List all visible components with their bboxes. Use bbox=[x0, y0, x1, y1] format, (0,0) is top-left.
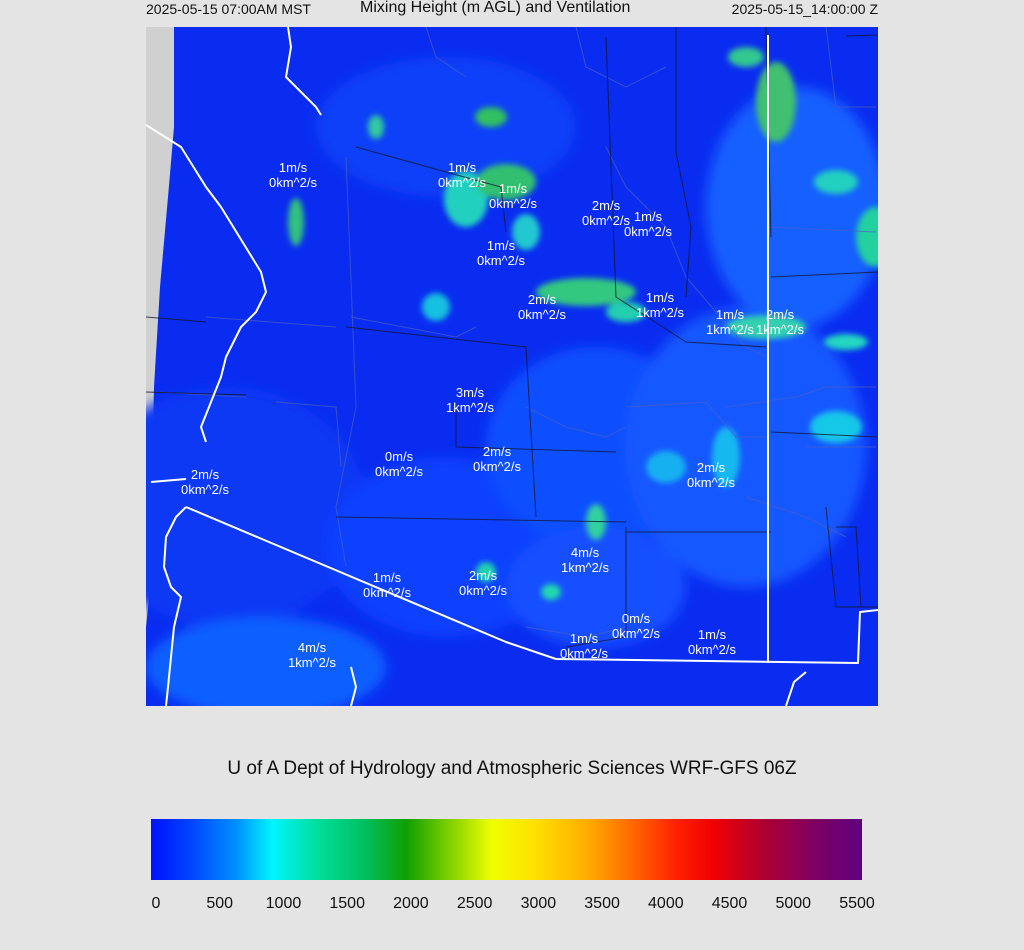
color-scale-tick-label: 2500 bbox=[456, 895, 493, 912]
station-wind-label: 4m/s bbox=[570, 545, 600, 560]
station-wind-label: 2m/s bbox=[765, 307, 795, 322]
station-ventilation-label: 0km^2/s bbox=[517, 307, 567, 322]
station-ventilation-label: 0km^2/s bbox=[488, 196, 538, 211]
station-wind-label: 1m/s bbox=[372, 570, 402, 585]
station-wind-label: 1m/s bbox=[715, 307, 745, 322]
station-wind-label: 1m/s bbox=[697, 627, 727, 642]
station-wind-label: 3m/s bbox=[455, 385, 485, 400]
station-ventilation-label: 0km^2/s bbox=[559, 646, 609, 661]
color-scale-tick-label: 4500 bbox=[711, 895, 748, 912]
station-ventilation-label: 0km^2/s bbox=[611, 626, 661, 641]
station-wind-label: 2m/s bbox=[190, 467, 220, 482]
station-wind-label: 1m/s bbox=[498, 181, 528, 196]
valid-time-utc: 2025-05-15_14:00:00 Z bbox=[731, 1, 878, 17]
station-ventilation-label: 0km^2/s bbox=[476, 253, 526, 268]
map-title: Mixing Height (m AGL) and Ventilation bbox=[360, 0, 631, 16]
station-wind-label: 0m/s bbox=[621, 611, 651, 626]
station-ventilation-label: 1km^2/s bbox=[287, 655, 337, 670]
station-wind-label: 1m/s bbox=[569, 631, 599, 646]
map-canvas bbox=[146, 27, 878, 706]
color-scale-tick-label: 3000 bbox=[520, 895, 557, 912]
station-wind-label: 4m/s bbox=[297, 640, 327, 655]
color-scale-bar bbox=[151, 819, 862, 880]
station-wind-label: 2m/s bbox=[482, 444, 512, 459]
station-wind-label: 1m/s bbox=[486, 238, 516, 253]
station-ventilation-label: 0km^2/s bbox=[472, 459, 522, 474]
station-ventilation-label: 1km^2/s bbox=[705, 322, 755, 337]
color-scale-tick-label: 3500 bbox=[584, 895, 620, 912]
station-wind-label: 1m/s bbox=[645, 290, 675, 305]
color-scale-tick-label: 2000 bbox=[393, 895, 429, 912]
station-ventilation-label: 0km^2/s bbox=[623, 224, 673, 239]
station-ventilation-label: 0km^2/s bbox=[581, 213, 631, 228]
station-ventilation-label: 0km^2/s bbox=[458, 583, 508, 598]
station-ventilation-label: 1km^2/s bbox=[560, 560, 610, 575]
station-wind-label: 2m/s bbox=[468, 568, 498, 583]
station-ventilation-label: 1km^2/s bbox=[635, 305, 685, 320]
color-scale-tick-label: 5500 bbox=[839, 895, 875, 912]
color-scale-tick-label: 5000 bbox=[775, 895, 812, 912]
color-scale-tick-label: 500 bbox=[206, 895, 234, 912]
station-wind-label: 1m/s bbox=[278, 160, 308, 175]
station-ventilation-label: 0km^2/s bbox=[687, 642, 737, 657]
model-credit: U of A Dept of Hydrology and Atmospheric Sciences WRF-GFS 06Z bbox=[227, 758, 797, 779]
station-ventilation-label: 0km^2/s bbox=[686, 475, 736, 490]
station-ventilation-label: 0km^2/s bbox=[268, 175, 318, 190]
station-ventilation-label: 1km^2/s bbox=[755, 322, 805, 337]
mixing-height-map bbox=[146, 27, 878, 706]
station-wind-label: 2m/s bbox=[591, 198, 621, 213]
valid-time-local: 2025-05-15 07:00AM MST bbox=[146, 1, 311, 17]
station-wind-label: 0m/s bbox=[384, 449, 414, 464]
station-ventilation-label: 0km^2/s bbox=[374, 464, 424, 479]
station-ventilation-label: 0km^2/s bbox=[437, 175, 487, 190]
station-wind-label: 1m/s bbox=[447, 160, 477, 175]
station-ventilation-label: 0km^2/s bbox=[362, 585, 412, 600]
station-ventilation-label: 1km^2/s bbox=[445, 400, 495, 415]
station-wind-label: 2m/s bbox=[527, 292, 557, 307]
color-scale-tick-label: 1500 bbox=[329, 895, 365, 912]
station-ventilation-label: 0km^2/s bbox=[180, 482, 230, 497]
color-scale-tick-label: 4000 bbox=[648, 895, 684, 912]
station-wind-label: 1m/s bbox=[633, 209, 663, 224]
station-wind-label: 2m/s bbox=[696, 460, 726, 475]
color-scale-tick-label: 1000 bbox=[265, 895, 302, 912]
color-scale-tick-label: 0 bbox=[151, 895, 161, 912]
